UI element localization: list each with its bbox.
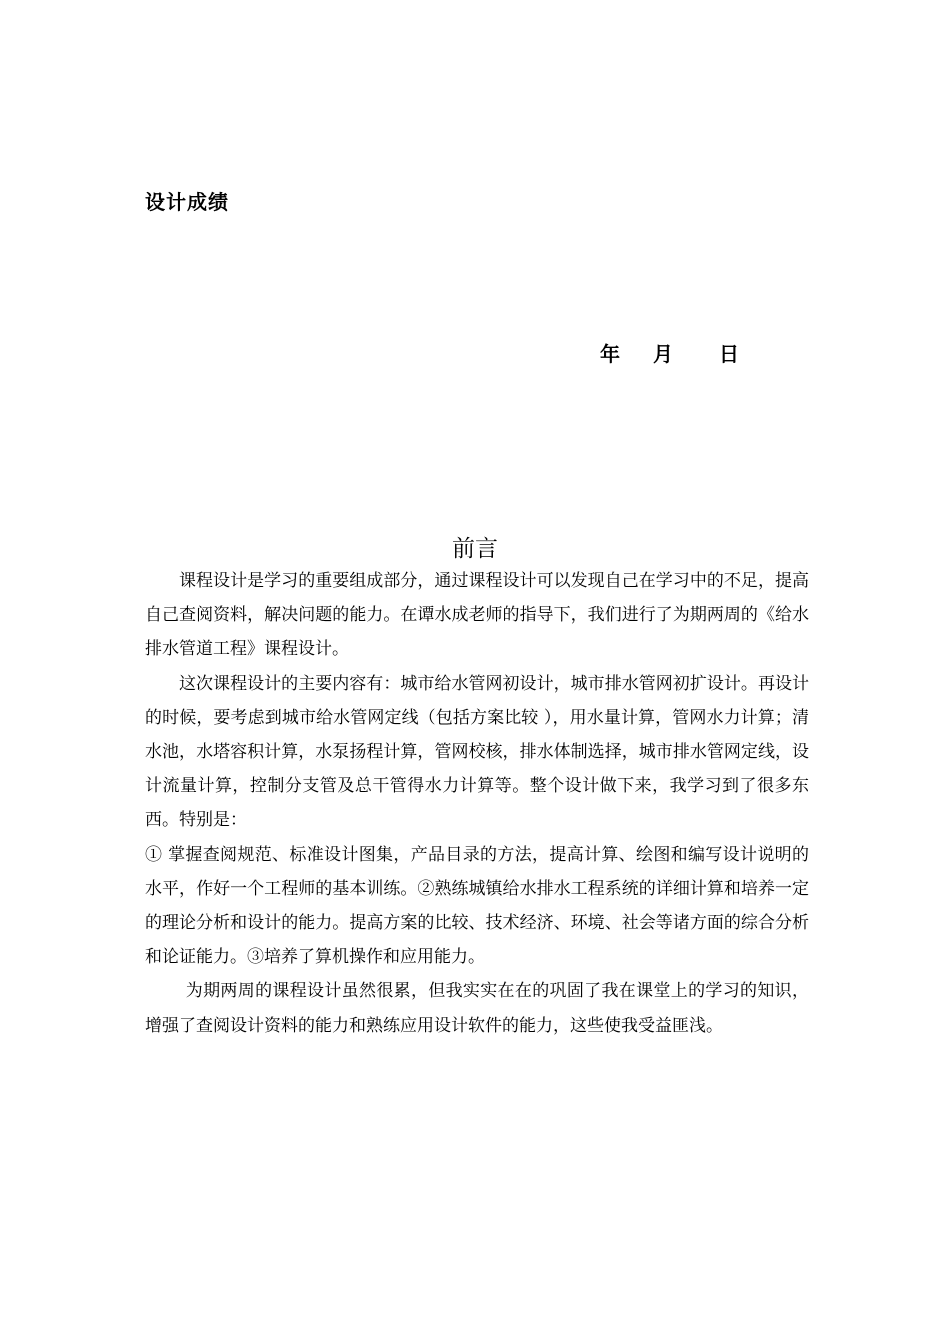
paragraph-4: 为期两周的课程设计虽然很累，但我实实在在的巩固了我在课堂上的学习的知识，增强了查阅设计资料的能力和熟练应用设计软件的能力，这些使我受益匪浅。 bbox=[145, 981, 809, 1036]
date-month: 月 bbox=[652, 342, 673, 366]
date-year: 年 bbox=[600, 342, 620, 366]
paragraph-2: 这次课程设计的主要内容有：城市给水管网初设计，城市排水管网初扩设计。再设计的时候，要考虑到城市给水管网定线（包括方案比较 ），用水量计算，管网水力计算；清水池，水塔容积计算，水泵扬程计算，管网校核，排水体制选择，城市排水管网定线，设计流量计算，控制分支管及总干管得水力计算等。整个设计做下来，我学习到了很多东西。特别是： bbox=[145, 673, 809, 831]
date-line bbox=[600, 338, 739, 367]
date-day: 日 bbox=[718, 342, 739, 366]
paragraph-1: 课程设计是学习的重要组成部分，通过课程设计可以发现自己在学习中的不足，提高自己查阅资料，解决问题的能力。在谭水成老师的指导下，我们进行了为期两周的《给水排水管道工程》课程设计。 bbox=[145, 571, 809, 660]
grade-label: 设计成绩 bbox=[145, 190, 229, 214]
page-title: 前言 bbox=[452, 536, 498, 562]
paragraph-3: ① 掌握查阅规范、标准设计图集，产品目录的方法，提高计算、绘图和编写设计说明的水平，作好一个工程师的基本训练。②熟练城镇给水排水工程系统的详细计算和培养一定的理论分析和设计的能力。提高方案的比较、技术经济、环境、社会等诸方面的综合分析和论证能力。③培养了算机操作和应用能力。 bbox=[145, 844, 809, 968]
preface-body bbox=[145, 564, 809, 1043]
